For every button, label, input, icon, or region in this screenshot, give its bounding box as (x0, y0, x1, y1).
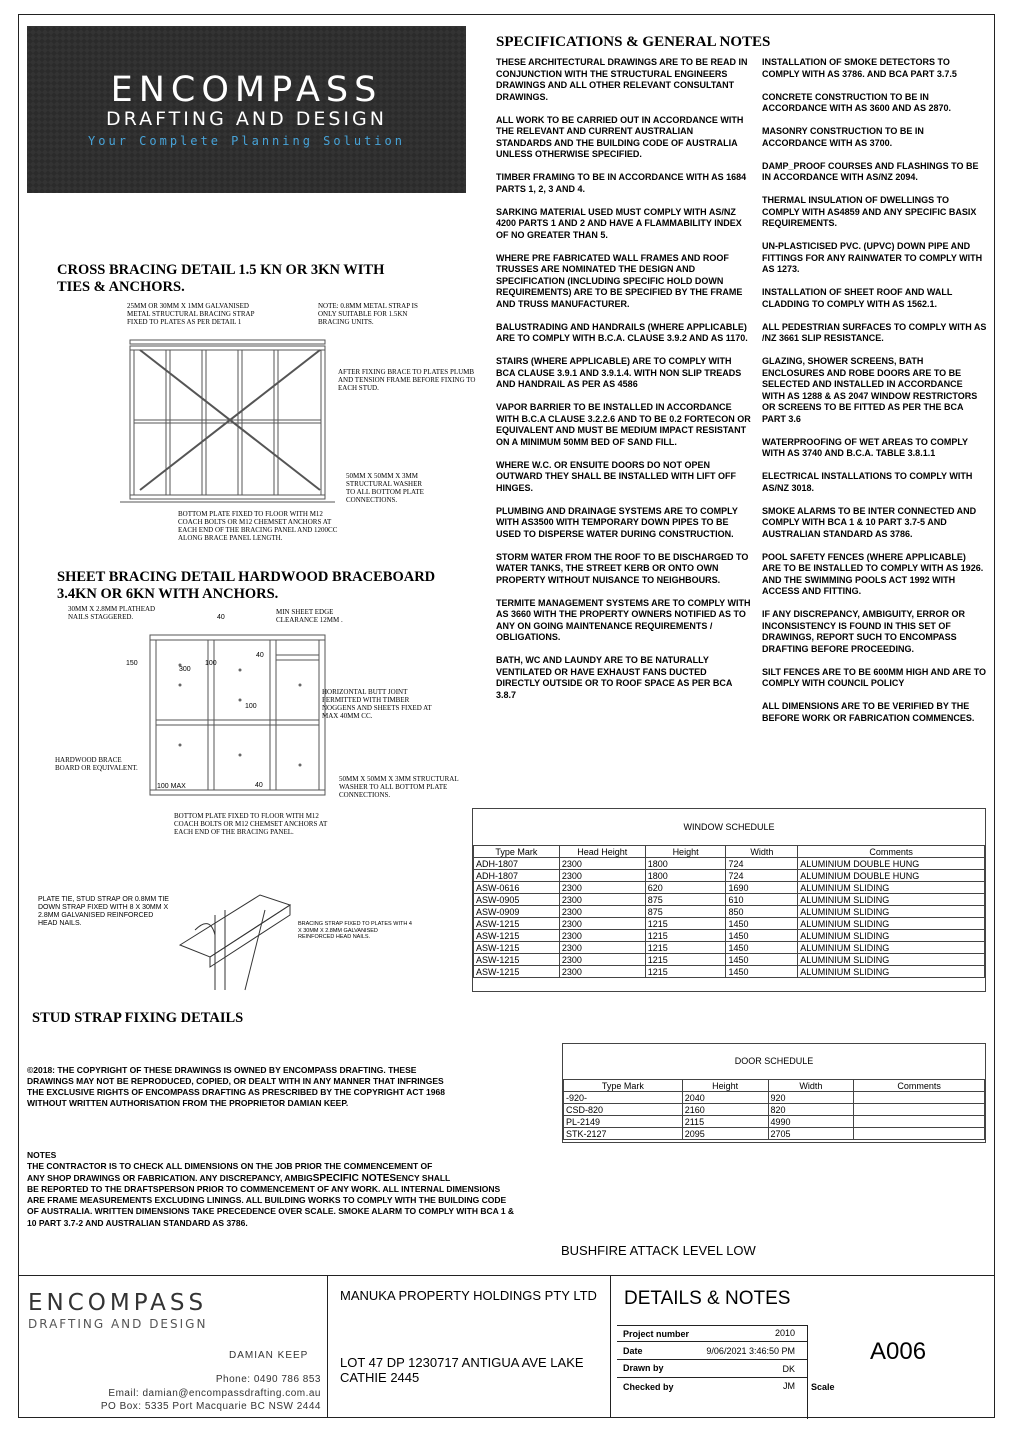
window-schedule-cell: 2300 (559, 906, 645, 918)
dim-150: 150 (126, 660, 138, 667)
window-schedule-cell: ASW-0616 (474, 882, 560, 894)
window-schedule-row (474, 954, 985, 966)
window-schedule-cell: 875 (645, 906, 726, 918)
cross-after-fixing-note: AFTER FIXING BRACE TO PLATES PLUMB AND TENSION FRAME BEFORE FIXING TO EACH STUD. (338, 368, 476, 392)
spec-left-note-10: PLUMBING AND DRAINAGE SYSTEMS ARE TO COMPLY WITH AS3500 WITH TEMPORARY DOWN PIPES TO BE USED TO DISPERSE WATER DURING CONSTRUCTION. (496, 505, 738, 539)
spec-left-note-4: SARKING MATERIAL USED MUST COMPLY WITH AS/NZ 4200 PARTS 1 AND 2 AND HAVE A FLAMMABILITY INDEX OF NO GREATER THAN 5. (496, 206, 742, 240)
spec-left-note-13: BATH, WC AND LAUNDY ARE TO BE NATURALLY VENTILATED OR HAVE EXHAUST FANS DUCTED DIRECTLY OUTSIDE OR TO ROOF SPACE AS PER BCA 3.8.7 (496, 655, 733, 700)
notes-line-2 (27, 1173, 517, 1184)
window-schedule-row (474, 906, 985, 918)
window-schedule-row (474, 882, 985, 894)
grid-line-2 (617, 1359, 807, 1360)
window-schedule-cell: ASW-0909 (474, 906, 560, 918)
spec-right-note-7: INSTALLATION OF SHEET ROOF AND WALL CLADDING TO COMPLY WITH AS 1562.1. (762, 287, 953, 309)
cross-bracing-drawing (120, 330, 350, 520)
spec-right-note-5: THERMAL INSULATION OF DWELLINGS TO COMPLY WITH AS4859 AND ANY SPECIFIC BASIX REQUIREMENTS. (762, 195, 977, 228)
spec-left-note-1: THESE ARCHITECTURAL DRAWINGS ARE TO BE READ IN CONJUNCTION WITH THE STRUCTURAL ENGINEERS DRAWINGS AND ALL OTHER RELEVANT CONSULTANT DRAWINGS. (496, 57, 748, 102)
window-schedule-cell: ALUMINIUM SLIDING (798, 954, 985, 966)
window-schedule-cell: 2300 (559, 918, 645, 930)
door-schedule-table (563, 1079, 985, 1140)
specific-notes-label: SPECIFIC NOTES (312, 1172, 397, 1184)
notes-rest: BE REPORTED TO THE DRAFTSPERSON PRIOR TO COMMENCEMENT OF ANY WORK. ALL INTERNAL DIMENSIONS ARE FRAME MEASUREMENTS EXCLUDING LININGS. ALL BUILDING WORKS TO COMPLY WITH THE BUILDING CODE OF AUSTRALIA. WRITTEN DIMENSIONS TAKE PRECEDENCE OVER SCALE. SMOKE ALARM TO COMPLY WITH BCA 1 & 10 PART 3.7-2 AND AUSTRALIAN STANDARD AS 3786. (27, 1183, 515, 1228)
scale-label: Scale (811, 1382, 835, 1392)
grid-line-3 (617, 1377, 807, 1378)
window-schedule-table (473, 845, 985, 978)
dim-40-top: 40 (217, 614, 225, 621)
client-name: MANUKA PROPERTY HOLDINGS PTY LTD (340, 1288, 597, 1303)
sheet-title: DETAILS & NOTES (624, 1288, 791, 1309)
window-schedule-cell: ALUMINIUM SLIDING (798, 906, 985, 918)
window-schedule-cell: 2300 (559, 942, 645, 954)
window-schedule-title: WINDOW SCHEDULE (683, 822, 775, 832)
company-logo-banner (27, 26, 466, 193)
window-schedule-cell: 1450 (726, 942, 798, 954)
window-schedule-cell: 1690 (726, 882, 798, 894)
window-schedule-cell: 1215 (645, 942, 726, 954)
date-value: 9/06/2021 3:46:50 PM (706, 1346, 795, 1356)
dim-40-bottom: 40 (255, 782, 263, 789)
window-schedule-cell: ALUMINIUM SLIDING (798, 942, 985, 954)
spec-right-note-13: POOL SAFETY FENCES (WHERE APPLICABLE) ARE TO BE INSTALLED TO COMPLY WITH AS 1926. AND THE SWIMMING POOLS ACT 1992 WITH ACCESS AND FITTING. (762, 551, 984, 596)
title-po-box: PO Box: 5335 Port Macquarie BC NSW 2444 (100, 1401, 321, 1412)
cross-washer-note: 50MM X 50MM X 3MM STRUCTURAL WASHER TO ALL BOTTOM PLATE CONNECTIONS. (346, 472, 424, 504)
door-schedule-title: DOOR SCHEDULE (734, 1056, 814, 1066)
notes-heading: NOTES (27, 1150, 57, 1160)
title-logo-sub: DRAFTING AND DESIGN (28, 1317, 208, 1331)
window-schedule-cell: ASW-1215 (474, 966, 560, 978)
window-schedule-cell: ASW-1215 (474, 942, 560, 954)
site-address: LOT 47 DP 1230717 ANTIGUA AVE LAKE CATHIE 2445 (340, 1355, 584, 1385)
sheet-butt-joint-note: HORIZONTAL BUTT JOINT PERMITTED WITH TIMBER NOGGENS AND SHEETS FIXED AT MAX 40MM CC. (322, 688, 432, 720)
window-schedule-cell: 2300 (559, 966, 645, 978)
logo-tagline: Your Complete Planning Solution (88, 134, 405, 148)
copyright-notice: ©2018: THE COPYRIGHT OF THESE DRAWINGS IS OWNED BY ENCOMPASS DRAFTING. THESE DRAWINGS MAY NOT BE REPRODUCED, COPIED, OR DEALT WITH IN ANY MANNER THAT INFRINGES THE EXCLUSIVE RIGHTS OF ENCOMPASS DRAFTING AS PRESCRIBED BY THE COPYRIGHT ACT 1968 WITHOUT WRITTEN AUTHORISATION FROM THE PROPRIETOR DAMIAN KEEP. (27, 1065, 445, 1108)
window-schedule-cell: 1215 (645, 966, 726, 978)
window-schedule-cell: 1450 (726, 918, 798, 930)
stud-left-note: PLATE TIE, STUD STRAP OR 0.8MM TIE DOWN STRAP FIXED WITH 8 X 30MM X 2.8MM GALVANISED REINFORCED HEAD NAILS. (38, 896, 169, 927)
window-schedule-cell: 724 (726, 858, 798, 870)
window-schedule-cell: 1800 (645, 870, 726, 882)
project-number-value: 2010 (774, 1328, 795, 1338)
logo-sub-text: DRAFTING AND DESIGN (106, 108, 387, 130)
door-schedule-cell: STK-2127 (564, 1128, 683, 1140)
notes-line-1: THE CONTRACTOR IS TO CHECK ALL DIMENSIONS ON THE JOB PRIOR THE COMMENCEMENT OF (27, 1161, 433, 1172)
window-schedule-cell: ALUMINIUM DOUBLE HUNG (798, 858, 985, 870)
window-schedule-header: Comments (798, 846, 985, 858)
door-schedule-cell: 2115 (682, 1116, 768, 1128)
window-schedule-cell: 2300 (559, 882, 645, 894)
window-schedule-cell: 2300 (559, 954, 645, 966)
spec-left-note-2: ALL WORK TO BE CARRIED OUT IN ACCORDANCE WITH THE RELEVANT AND CURRENT AUSTRALIAN STANDARDS AND THE BUILDING CODE OF AUSTRALIA UNLESS OTHERWISE SPECIFIED. (496, 114, 744, 159)
spec-left-note-9: WHERE W.C. OR ENSUITE DOORS DO NOT OPEN OUTWARD THEY SHALL BE INSTALLED WITH LIFT OFF HINGES. (496, 459, 736, 493)
window-schedule-cell: ADH-1807 (474, 870, 560, 882)
general-notes (27, 1150, 517, 1229)
spec-right-note-1: INSTALLATION OF SMOKE DETECTORS TO COMPLY WITH AS 3786. AND BCA PART 3.7.5 (762, 57, 957, 79)
door-schedule-row (564, 1104, 985, 1116)
door-schedule-row (564, 1116, 985, 1128)
door-schedule-cell: 2095 (682, 1128, 768, 1140)
spec-left-column (496, 57, 751, 713)
sheet-washer-note: 50MM X 50MM X 3MM STRUCTURAL WASHER TO ALL BOTTOM PLATE CONNECTIONS. (339, 775, 459, 799)
window-schedule-cell: ALUMINIUM DOUBLE HUNG (798, 870, 985, 882)
checked-by-value: JM (783, 1381, 795, 1391)
sheet-bracing-title: SHEET BRACING DETAIL HARDWOOD BRACEBOARD 3.4KN OR 6KN WITH ANCHORS. (57, 569, 436, 602)
drawn-by-value: DK (782, 1364, 795, 1374)
window-schedule-header: Height (645, 846, 726, 858)
door-schedule-cell (854, 1104, 985, 1116)
spec-right-note-2: CONCRETE CONSTRUCTION TO BE IN ACCORDANCE WITH AS 3600 AND AS 2870. (762, 91, 952, 113)
window-schedule-cell: ASW-1215 (474, 930, 560, 942)
notes-line-2a: ANY SHOP DRAWINGS OR FABRICATION. ANY DISCREPANCY, AMBIG (27, 1172, 313, 1183)
window-schedule-cell: 875 (645, 894, 726, 906)
window-schedule-header: Type Mark (474, 846, 560, 858)
window-schedule-row (474, 930, 985, 942)
drawn-by-label: Drawn by (623, 1363, 664, 1373)
title-phone: Phone: 0490 786 853 (215, 1374, 321, 1385)
window-schedule-cell: 2300 (559, 894, 645, 906)
spec-right-note-11: ELECTRICAL INSTALLATIONS TO COMPLY WITH AS/NZ 3018. (762, 471, 973, 493)
window-schedule-cell: 1450 (726, 966, 798, 978)
window-schedule-cell: ALUMINIUM SLIDING (798, 930, 985, 942)
door-schedule-header: Height (682, 1080, 768, 1092)
spec-right-note-3: MASONRY CONSTRUCTION TO BE IN ACCORDANCE WITH AS 3700. (762, 126, 924, 148)
cross-suitable-note: NOTE: 0.8MM METAL STRAP IS ONLY SUITABLE FOR 1.5KN BRACING UNITS. (318, 302, 418, 326)
window-schedule-cell: 1215 (645, 918, 726, 930)
cross-bottom-plate-note: BOTTOM PLATE FIXED TO FLOOR WITH M12 COACH BOLTS OR M12 CHEMSET ANCHORS AT EACH END OF THE BRACING PANEL AND 1200CC ALONG BRACE PANEL LENGTH. (178, 510, 338, 542)
window-schedule-row (474, 858, 985, 870)
door-schedule-row (564, 1128, 985, 1140)
door-schedule-cell: 2705 (768, 1128, 854, 1140)
window-schedule-cell: 2300 (559, 930, 645, 942)
door-schedule-cell: 920 (768, 1092, 854, 1104)
window-schedule-cell: 620 (645, 882, 726, 894)
logo-main-text: ENCOMPASS (110, 70, 383, 110)
spec-right-note-14: IF ANY DISCREPANCY, AMBIGUITY, ERROR OR INCONSISTENCY IS FOUND IN THIS SET OF DRAWINGS, REPORT SUCH TO ENCOMPASS DRAFTING BEFORE PROCEEDING. (762, 609, 966, 654)
spec-right-note-10: WATERPROOFING OF WET AREAS TO COMPLY WITH AS 3740 AND B.C.A. TABLE 3.8.1.1 (762, 436, 968, 458)
spec-left-note-5: WHERE PRE FABRICATED WALL FRAMES AND ROOF TRUSSES ARE NOMINATED THE DESIGN AND SPECIFICATION (INCLUDING SPECIFIC HOLD DOWN REQUIREMENTS) ARE TO BE SPECIFIED BY THE FRAME AND TRUSS MANUFACTURER. (496, 252, 743, 309)
window-schedule-cell: 610 (726, 894, 798, 906)
dim-100-b: 100 (245, 703, 257, 710)
spec-left-note-11: STORM WATER FROM THE ROOF TO BE DISCHARGED TO WATER TANKS, THE STREET KERB OR ONTO OWN PROPERTY WITHOUT NUISANCE TO NEIGHBOURS. (496, 551, 749, 585)
door-schedule-cell (854, 1116, 985, 1128)
door-schedule-cell (854, 1092, 985, 1104)
window-schedule-row (474, 870, 985, 882)
door-schedule-cell: -920- (564, 1092, 683, 1104)
spec-right-note-15: SILT FENCES ARE TO BE 600MM HIGH AND ARE TO COMPLY WITH COUNCIL POLICY (762, 666, 987, 688)
dim-100-a: 100 (205, 660, 217, 667)
window-schedule-row (474, 966, 985, 978)
spec-left-note-6: BALUSTRADING AND HANDRAILS (WHERE APPLICABLE) ARE TO COMPLY WITH B.C.A. CLAUSE 3.9.2 AND AS 1170. (496, 321, 748, 343)
window-schedule-cell: ADH-1807 (474, 858, 560, 870)
window-schedule-cell: 850 (726, 906, 798, 918)
sheet-bracing-drawing (120, 625, 340, 815)
window-schedule-cell: 2300 (559, 858, 645, 870)
window-schedule-row (474, 942, 985, 954)
specifications-title: SPECIFICATIONS & GENERAL NOTES (496, 34, 771, 50)
checked-by-label: Checked by (623, 1382, 674, 1392)
spec-right-note-8: ALL PEDESTRIAN SURFACES TO COMPLY WITH AS /NZ 3661 SLIP RESISTANCE. (762, 321, 987, 343)
sheet-nails-note: 30MM X 2.8MM PLATHEAD NAILS STAGGERED. (68, 605, 156, 621)
sheet-number: A006 (870, 1338, 927, 1365)
cross-bracing-title: CROSS BRACING DETAIL 1.5 KN OR 3KN WITH TIES & ANCHORS. (57, 262, 385, 295)
window-schedule-cell: ALUMINIUM SLIDING (798, 894, 985, 906)
stud-strap-title: STUD STRAP FIXING DETAILS (32, 1010, 244, 1026)
spec-left-note-8: VAPOR BARRIER TO BE INSTALLED IN ACCORDANCE WITH B.C.A CLAUSE 3.2.2.6 AND TO BE 0.2 FORTECON OR EQUIVALENT AND MUST BE MEDIUM IMPACT RESISTANT ON A MINIMUM 50MM BED OF SAND FILL. (496, 402, 751, 447)
door-schedule-header: Type Mark (564, 1080, 683, 1092)
window-schedule-cell: 1450 (726, 930, 798, 942)
dim-100-max: 100 MAX (157, 783, 186, 790)
title-email: Email: damian@encompassdrafting.com.au (108, 1388, 321, 1399)
window-schedule-header: Width (726, 846, 798, 858)
sheet-brace-board-note: HARDWOOD BRACE BOARD OR EQUIVALENT. (55, 756, 138, 772)
door-schedule-row (564, 1092, 985, 1104)
spec-right-note-9: GLAZING, SHOWER SCREENS, BATH ENCLOSURES AND ROBE DOORS ARE TO BE SELECTED AND INSTALLED IN ACCORDANCE WITH AS 1288 & AS 2047 WINDOW RESTRICTORS OR SCREENS TO BE FITTED AS PER THE BCA PART 3.6 (762, 356, 978, 424)
spec-right-column (762, 57, 987, 736)
spec-right-note-16: ALL DIMENSIONS ARE TO BE VERIFIED BY THE BEFORE WORK OR FABRICATION COMMENCES. (762, 701, 975, 723)
dim-300: 300 (179, 666, 191, 673)
window-schedule-row (474, 918, 985, 930)
window-schedule-row (474, 894, 985, 906)
sheet-edge-note: MIN SHEET EDGE CLEARANCE 12MM . (276, 608, 343, 624)
spec-right-note-12: SMOKE ALARMS TO BE INTER CONNECTED AND COMPLY WITH BCA 1 & 10 PART 3.7-5 AND AUSTRALIAN STANDARD AS 3786. (762, 505, 977, 539)
spec-left-note-7: STAIRS (WHERE APPLICABLE) ARE TO COMPLY WITH BCA CLAUSE 3.9.1 AND 3.9.1.4. WITH NON SLIP TREADS AND HANDRAIL AS PER AS 4586 (496, 356, 742, 389)
window-schedule-cell: ALUMINIUM SLIDING (798, 882, 985, 894)
door-schedule-cell: PL-2149 (564, 1116, 683, 1128)
window-schedule-cell: 2300 (559, 870, 645, 882)
spec-left-note-3: TIMBER FRAMING TO BE IN ACCORDANCE WITH AS 1684 PARTS 1, 2, 3 AND 4. (496, 172, 747, 194)
spec-right-note-6: UN-PLASTICISED PVC. (UPVC) DOWN PIPE AND FITTINGS FOR ANY RAINWATER TO COMPLY WITH AS 1273. (762, 241, 983, 274)
window-schedule-header: Head Height (559, 846, 645, 858)
door-schedule-cell: 820 (768, 1104, 854, 1116)
window-schedule-cell: 1215 (645, 954, 726, 966)
door-schedule-header: Comments (854, 1080, 985, 1092)
dim-40-mid: 40 (256, 652, 264, 659)
project-number-label: Project number (623, 1329, 690, 1339)
window-schedule-cell: 724 (726, 870, 798, 882)
window-schedule-cell: ASW-1215 (474, 918, 560, 930)
door-schedule-cell: CSD-820 (564, 1104, 683, 1116)
title-logo-main: ENCOMPASS (28, 1290, 208, 1316)
door-schedule-header: Width (768, 1080, 854, 1092)
stud-right-note: BRACING STRAP FIXED TO PLATES WITH 4 X 30MM X 2.8MM GALVANISED REINFORCED HEAD NAILS. (298, 921, 412, 940)
notes-line-2b: ENCY SHALL (396, 1172, 451, 1183)
date-label: Date (623, 1346, 643, 1356)
window-schedule-cell: 1450 (726, 954, 798, 966)
door-schedule-cell: 2040 (682, 1092, 768, 1104)
window-schedule-cell: 1800 (645, 858, 726, 870)
spec-right-note-4: DAMP_PROOF COURSES AND FLASHINGS TO BE IN ACCORDANCE WITH AS/NZ 2094. (762, 160, 979, 182)
title-person: DAMIAN KEEP (229, 1350, 309, 1361)
door-schedule-cell (854, 1128, 985, 1140)
cross-strap-note: 25MM OR 30MM X 1MM GALVANISED METAL STRUCTURAL BRACING STRAP FIXED TO PLATES AS PER DETAIL 1 (127, 302, 255, 326)
spec-left-note-12: TERMITE MANAGEMENT SYSTEMS ARE TO COMPLY WITH AS 3660 WITH THE PROPERTY OWNERS NOTIFIED AS TO ANY ON GOING MAINTENANCE REQUIREMENTS / OBLIGATIONS. (496, 597, 751, 642)
bushfire-attack-level: BUSHFIRE ATTACK LEVEL LOW (561, 1243, 756, 1258)
window-schedule-cell: ALUMINIUM SLIDING (798, 918, 985, 930)
stud-strap-drawing (170, 885, 300, 995)
window-schedule-cell: 1215 (645, 930, 726, 942)
sheet-bottom-plate-note: BOTTOM PLATE FIXED TO FLOOR WITH M12 COACH BOLTS OR M12 CHEMSET ANCHORS AT EACH END OF THE BRACING PANEL. (174, 812, 328, 836)
door-schedule-cell: 4990 (768, 1116, 854, 1128)
window-schedule-cell: ASW-1215 (474, 954, 560, 966)
window-schedule-cell: ALUMINIUM SLIDING (798, 966, 985, 978)
door-schedule-cell: 2160 (682, 1104, 768, 1116)
grid-line-1 (617, 1341, 807, 1342)
window-schedule-cell: ASW-0905 (474, 894, 560, 906)
